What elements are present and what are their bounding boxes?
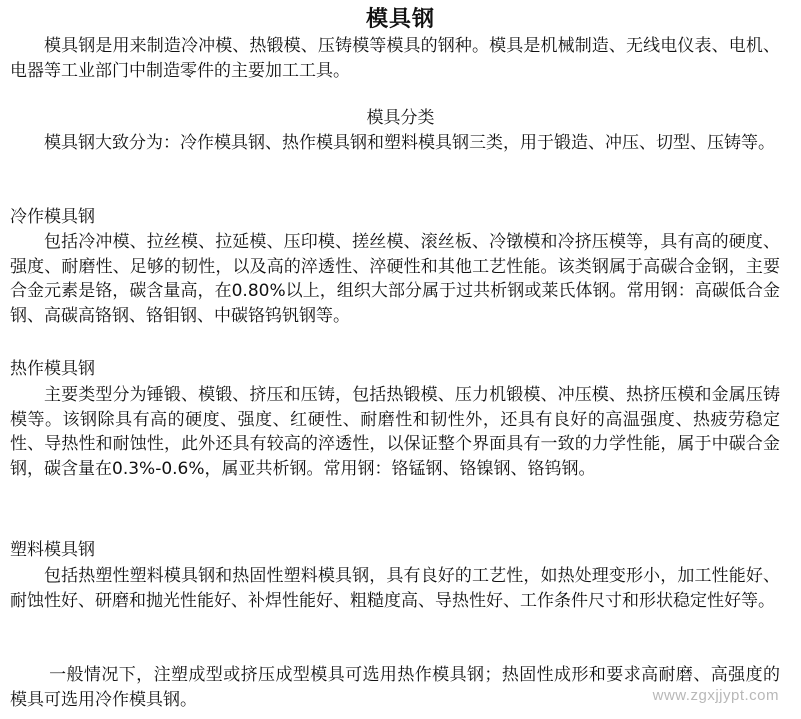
cold-work-heading: 冷作模具钢	[10, 207, 95, 227]
hot-work-heading: 热作模具钢	[10, 359, 95, 379]
hot-work-paragraph: 主要类型分为锤锻、模锻、挤压和压铸，包括热锻模、压力机锻模、冲压模、热挤压模和金属压铸模等。该钢除具有高的硬度、强度、红硬性、耐磨性和韧性外，还具有良好的高温强度、热疲劳稳定性、导热性和耐蚀性，此外还具有较高的淬透性，以保证整个界面具有一致的力学性能，属于中碳合金钢，碳含量在0.3%-0.6%，属亚共析钢。常用钢：铬锰钢、铬镍钢、铬钨钢。	[10, 385, 780, 479]
conclusion-paragraph: 一般情况下，注塑成型或挤压成型模具可选用热作模具钢；热固性成形和要求高耐磨、高强度的模具可选用冷作模具钢。	[10, 665, 780, 710]
watermark-text: www.zgxjjypt.com	[652, 687, 779, 704]
classification-heading: 模具分类	[366, 108, 435, 128]
plastic-paragraph: 包括热塑性塑料模具钢和热固性塑料模具钢，具有良好的工艺性，如热处理变形小，加工性能好、耐蚀性好、研磨和抛光性能好、补焊性能好、粗糙度高、导热性好、工作条件尺寸和形状稳定性好等。	[10, 566, 780, 611]
plastic-heading: 塑料模具钢	[10, 540, 95, 560]
cold-work-paragraph: 包括冷冲模、拉丝模、拉延模、压印模、搓丝模、滚丝板、冷镦模和冷挤压模等，具有高的硬度、强度、耐磨性、足够的韧性，以及高的淬透性、淬硬性和其他工艺性能。该类钢属于高碳合金钢，主要合金元素是铬，碳含量高，在0.80%以上，组织大部分属于过共析钢或莱氏体钢。常用钢：高碳低合金钢、高碳高铬钢、铬钼钢、中碳铬钨钒钢等。	[10, 232, 780, 326]
page-title: 模具钢	[365, 7, 435, 32]
classification-paragraph: 模具钢大致分为：冷作模具钢、热作模具钢和塑料模具钢三类，用于锻造、冲压、切型、压铸等。	[44, 133, 775, 153]
intro-paragraph: 模具钢是用来制造冷冲模、热锻模、压铸模等模具的钢种。模具是机械制造、无线电仪表、电机、电器等工业部门中制造零件的主要加工工具。	[10, 36, 780, 81]
